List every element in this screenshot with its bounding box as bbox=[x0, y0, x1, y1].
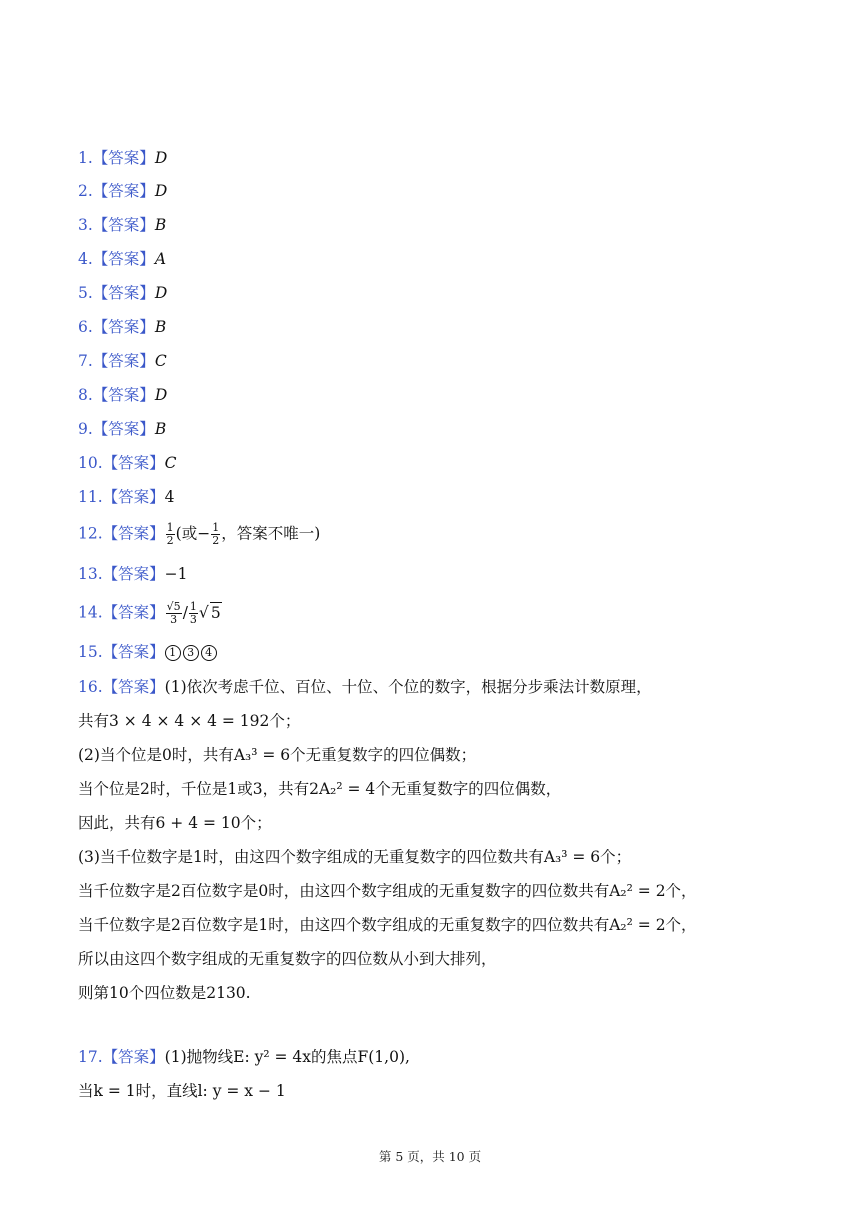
answer-tag: 【答案】 bbox=[102, 565, 165, 583]
answer-line-12 bbox=[78, 522, 320, 547]
solution-line: 共有3 × 4 × 4 × 4 = 192个； bbox=[78, 712, 301, 730]
solution-line: 当千位数字是2百位数字是0时，由这四个数字组成的无重复数字的四位数共有A₂² = 2个， bbox=[78, 882, 697, 900]
answer-line bbox=[78, 317, 166, 337]
answer-value: C bbox=[154, 352, 167, 370]
question-number: 10. bbox=[78, 454, 103, 472]
answer-line-17 bbox=[78, 1047, 410, 1067]
answer-value: B bbox=[154, 216, 167, 234]
answer-text: (或− bbox=[175, 524, 211, 543]
solution-line: 因此，共有6 + 4 = 10个； bbox=[78, 814, 272, 832]
slash: / bbox=[182, 603, 188, 622]
answer-tag: 【答案】 bbox=[92, 386, 155, 404]
answer-tag: 【答案】 bbox=[92, 216, 155, 234]
answer-tag: 【答案】 bbox=[102, 454, 165, 472]
answer-value: B bbox=[154, 420, 167, 438]
circled-number: 3 bbox=[183, 645, 199, 661]
solution-line: 所以由这四个数字组成的无重复数字的四位数从小到大排列， bbox=[78, 950, 497, 968]
answer-line bbox=[78, 487, 175, 507]
question-number: 13. bbox=[78, 565, 103, 583]
answer-line bbox=[78, 419, 166, 439]
answer-tag: 【答案】 bbox=[92, 352, 155, 370]
answer-tag: 【答案】 bbox=[102, 524, 165, 543]
question-number: 2. bbox=[78, 182, 93, 200]
answer-tag: 【答案】 bbox=[92, 284, 155, 302]
answer-text: ，答案不唯一) bbox=[221, 524, 321, 543]
fraction: $\frac{√5}{3}$ bbox=[166, 600, 181, 626]
circled-number: 1 bbox=[165, 645, 181, 661]
circled-number: 4 bbox=[201, 645, 217, 661]
answer-value: D bbox=[154, 284, 168, 302]
answer-tag: 【答案】 bbox=[92, 149, 155, 167]
answer-tag: 【答案】 bbox=[92, 318, 155, 336]
solution-line: 当千位数字是2百位数字是1时，由这四个数字组成的无重复数字的四位数共有A₂² = 2个， bbox=[78, 916, 697, 934]
solution-line: 当k = 1时，直线l: y = x − 1 bbox=[78, 1082, 286, 1100]
answer-line bbox=[78, 181, 167, 201]
answer-line bbox=[78, 385, 167, 405]
answer-line bbox=[78, 453, 177, 473]
answer-tag: 【答案】 bbox=[102, 1048, 165, 1066]
question-number: 15. bbox=[78, 643, 103, 661]
answer-line-14 bbox=[78, 601, 222, 626]
solution-line: (1)依次考虑千位、百位、十位、个位的数字，根据分步乘法计数原理， bbox=[164, 678, 652, 696]
question-number: 5. bbox=[78, 284, 93, 302]
question-number: 9. bbox=[78, 420, 93, 438]
question-number: 12. bbox=[78, 524, 103, 543]
solution-line: (2)当个位是0时，共有A₃³ = 6个无重复数字的四位偶数； bbox=[78, 746, 477, 764]
fraction: $\frac{1}{2}$ bbox=[212, 521, 220, 547]
answer-value: D bbox=[154, 149, 168, 167]
solution-line: 当个位是2时，千位是1或3，共有2A₂² = 4个无重复数字的四位偶数， bbox=[78, 780, 562, 798]
solution-line: (3)当千位数字是1时，由这四个数字组成的无重复数字的四位数共有A₃³ = 6个； bbox=[78, 848, 632, 866]
question-number: 3. bbox=[78, 216, 93, 234]
page-footer: 第 5 页，共 10 页 bbox=[378, 1149, 482, 1164]
question-number: 1. bbox=[78, 149, 93, 167]
answer-line-16 bbox=[78, 677, 652, 697]
answer-line bbox=[78, 215, 166, 235]
answer-line-15 bbox=[78, 642, 219, 662]
answer-line-13 bbox=[78, 564, 188, 584]
answer-tag: 【答案】 bbox=[102, 678, 165, 696]
question-number: 6. bbox=[78, 318, 93, 336]
answer-tag: 【答案】 bbox=[92, 182, 155, 200]
solution-line: 则第10个四位数是2130. bbox=[78, 984, 251, 1002]
answer-value: D bbox=[154, 182, 168, 200]
question-number: 17. bbox=[78, 1048, 103, 1066]
radicand: 5 bbox=[210, 603, 221, 622]
question-number: 14. bbox=[78, 603, 103, 622]
answer-tag: 【答案】 bbox=[102, 643, 165, 661]
question-number: 4. bbox=[78, 250, 93, 268]
question-number: 16. bbox=[78, 678, 103, 696]
question-number: 7. bbox=[78, 352, 93, 370]
fraction: $\frac{1}{2}$ bbox=[166, 521, 174, 547]
answer-tag: 【答案】 bbox=[102, 488, 165, 506]
sqrt-sign: √ bbox=[198, 603, 209, 622]
answer-value: −1 bbox=[164, 565, 188, 583]
answer-value: D bbox=[154, 386, 168, 404]
question-number: 11. bbox=[78, 488, 103, 506]
fraction: $\frac{1}{3}$ bbox=[189, 600, 197, 626]
answer-tag: 【答案】 bbox=[92, 420, 155, 438]
answer-value: B bbox=[154, 318, 167, 336]
answer-value: A bbox=[154, 250, 167, 268]
solution-line: (1)抛物线E: y² = 4x的焦点F(1,0), bbox=[164, 1048, 410, 1066]
answer-line bbox=[78, 351, 167, 371]
answer-line bbox=[78, 283, 167, 303]
answer-value: 4 bbox=[164, 488, 175, 506]
answer-tag: 【答案】 bbox=[102, 603, 165, 622]
answer-tag: 【答案】 bbox=[92, 250, 155, 268]
question-number: 8. bbox=[78, 386, 93, 404]
answer-line bbox=[78, 249, 166, 269]
answer-value: C bbox=[164, 454, 177, 472]
answer-line bbox=[78, 148, 167, 168]
